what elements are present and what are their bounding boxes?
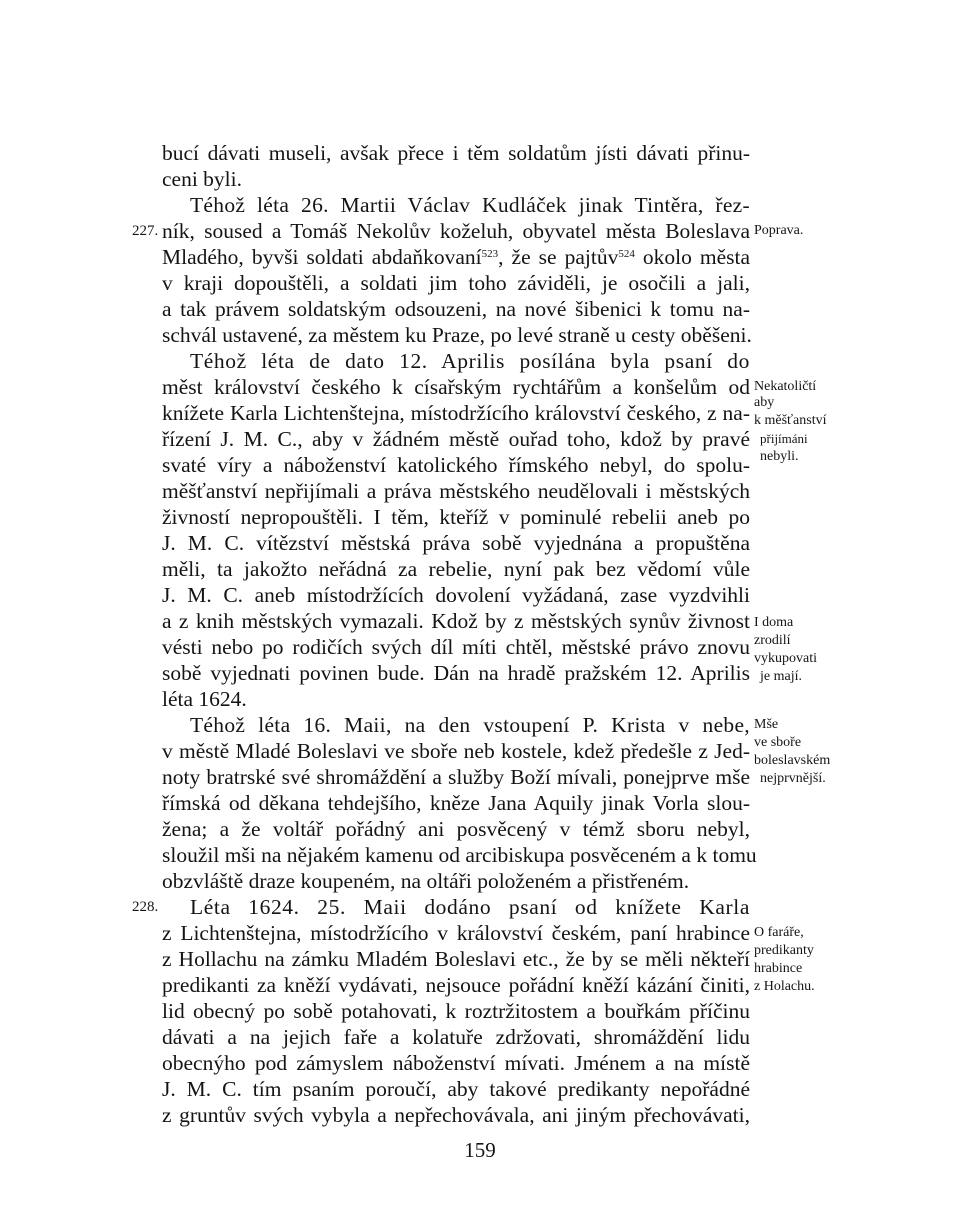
margin-note: přijímáni [760, 431, 808, 446]
margin-note: ve sboře [754, 735, 802, 750]
text-line: z gruntův svých vybyla a nepřechovávala, ani jiným přechovávati, [162, 1103, 750, 1127]
footnote-ref: 524 [618, 248, 635, 260]
margin-note: vykupovati [754, 651, 817, 666]
text-line: žena; a že voltář pořádný ani posvěcený v témž sboru nebyl, [162, 817, 750, 841]
text-line: léta 1624. [162, 687, 247, 711]
text-line: knížete Karla Lichtenštejna, místodržícího království českého, z na- [162, 401, 750, 425]
text-line: v kraji dopouštěli, a soldati jim toho záviděli, je osočili a jali, [162, 271, 750, 295]
text-line: ceni byli. [162, 167, 243, 191]
text-line: ník, soused a Tomáš Nekolův koželuh, obyvatel města Boleslava [162, 219, 750, 243]
margin-note: Poprava. [754, 223, 804, 238]
text-fragment: , že se pajtův [498, 245, 619, 269]
margin-note: I doma [754, 615, 794, 630]
margin-note: k měšťanství [754, 413, 827, 428]
text-line: a z knih městských vymazali. Kdož by z městských synův živnost [162, 609, 750, 633]
margin-note: je mají. [760, 669, 802, 684]
text-line: v městě Mladé Boleslavi ve sboře neb kostele, kdež předešle z Jed- [162, 739, 750, 763]
text-line: měšťanství nepřijímali a práva městského neudělovali i městských [162, 479, 750, 503]
text-line: bucí dávati museli, avšak přece i těm soldatům jísti dávati přinu- [162, 141, 750, 165]
text-line: z Lichtenštejna, místodržícího v království českém, paní hrabince [162, 921, 750, 945]
margin-note: z Holachu. [754, 979, 815, 994]
margin-note: nebyli. [760, 449, 799, 464]
text-line: měli, ta jakožto neřádná za rebelie, nyní pak bez vědomí vůle [162, 557, 750, 581]
text-line: měst království českého k císařským rychtářům a konšelům od [162, 375, 750, 399]
page-number: 159 [464, 1138, 496, 1162]
margin-note: aby [754, 395, 775, 410]
text-line: Léta 1624. 25. Maii dodáno psaní od knížete Karla [190, 895, 750, 919]
margin-note: boleslavském [754, 753, 831, 768]
margin-note: hrabince [754, 961, 803, 976]
text-line: lid obecný po sobě potahovati, k roztržitostem a bouřkám příčinu [162, 999, 750, 1023]
text-line: obzvláště draze koupeném, na oltáři položeném a přistřeném. [162, 869, 690, 893]
text-fragment: Mladého, byvši soldati abdaňkovaní [162, 245, 482, 269]
text-line: Téhož léta de dato 12. Aprilis posílána byla psaní do [190, 349, 750, 373]
text-line: J. M. C. tím psaním poroučí, aby takové predikanty nepořádné [162, 1077, 750, 1101]
text-line: J. M. C. vítězství městská práva sobě vyjednána a propuštěna [162, 531, 750, 555]
margin-note: Nekatoličtí [754, 379, 817, 394]
text-line: Téhož léta 16. Maii, na den vstoupení P. Krista v nebe, [190, 713, 750, 737]
text-line: Téhož léta 26. Martii Václav Kudláček jinak Tintěra, řez- [190, 193, 750, 217]
footnote-ref: 523 [481, 248, 499, 260]
text-line: a tak právem soldatským odsouzeni, na nové šibenici k tomu na- [162, 297, 750, 321]
text-line: římská od děkana tehdejšího, kněze Jana Aquily jinak Vorla slou- [162, 791, 750, 815]
text-line: J. M. C. aneb místodržících dovolení vyžádaná, zase vyzdvihli [162, 583, 750, 607]
text-line: dávati a na jejich faře a kolatuře zdržovati, shromáždění lidu [162, 1025, 750, 1049]
line-number: 227. [132, 223, 159, 239]
text-line [162, 244, 750, 270]
text-line: vésti nebo po rodičích svých díl míti chtěl, městské právo znovu [162, 635, 750, 659]
margin-note: nejprvnější. [760, 771, 826, 786]
text-line: sobě vyjednati povinen bude. Dán na hradě pražském 12. Aprilis [162, 661, 750, 685]
margin-note: zrodilí [754, 633, 791, 648]
text-line: obecnýho pod zámyslem náboženství mívati. Jménem a na místě [162, 1051, 750, 1075]
line-number: 228. [132, 899, 159, 915]
text-line: živností nepropouštěli. I těm, kteříž v pominulé rebelii aneb po [162, 505, 750, 529]
margin-note: O faráře, [754, 925, 804, 940]
text-line: sloužil mši na nějakém kamenu od arcibiskupa posvěceném a k tomu [162, 843, 757, 867]
text-line: schvál ustavené, za městem ku Praze, po levé straně u cesty oběšeni. [162, 323, 752, 347]
text-line: svaté víry a náboženství katolického římského nebyl, do spolu- [162, 453, 750, 477]
text-line: noty bratrské své shromáždění a služby Boží mívali, ponejprve mše [162, 765, 750, 789]
margin-note: predikanty [754, 943, 814, 958]
text-line: predikanti za kněží vydávati, nejsouce pořádní kněží kázání činiti, [162, 973, 750, 997]
text-line: z Hollachu na zámku Mladém Boleslavi etc., že by se měli někteří [162, 947, 750, 971]
text-fragment: okolo města [634, 245, 750, 269]
text-line: řízení J. M. C., aby v žádném městě ouřad toho, kdož by pravé [162, 427, 750, 451]
margin-note: Mše [754, 717, 779, 732]
